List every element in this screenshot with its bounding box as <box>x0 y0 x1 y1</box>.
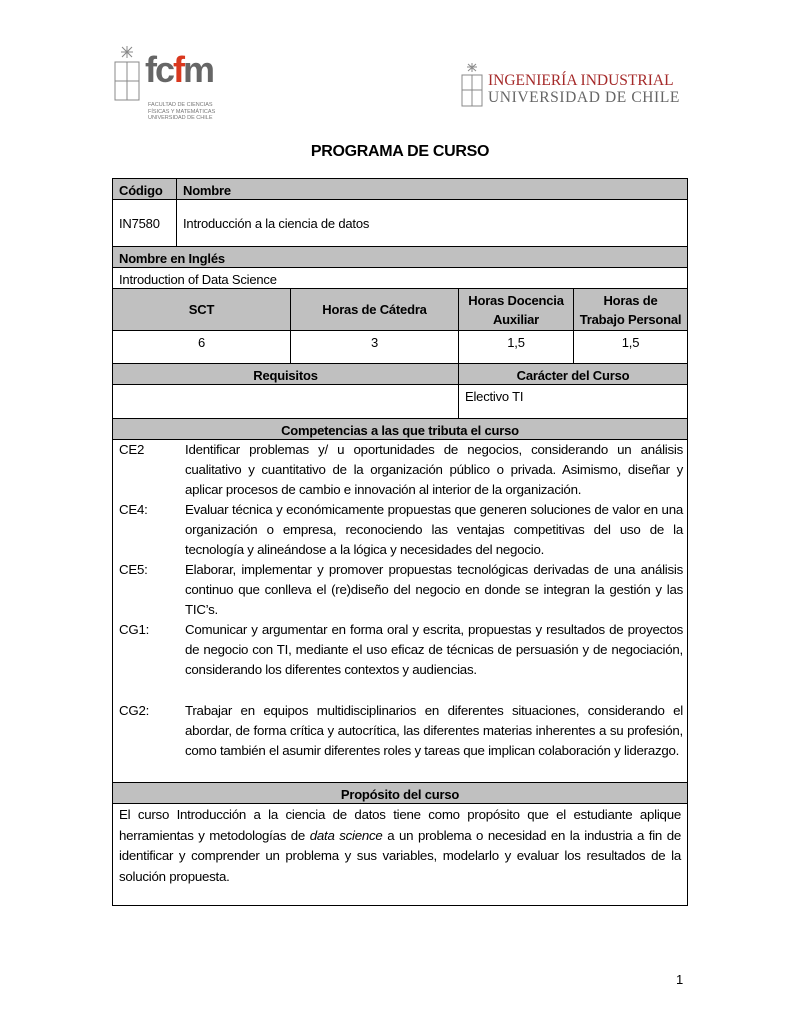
english-name-header: Nombre en Inglés <box>112 246 688 268</box>
university-crest-icon <box>460 62 484 108</box>
page-title: PROGRAMA DE CURSO <box>310 143 490 160</box>
competencia-code: CE5: <box>119 562 148 577</box>
proposito-text <box>112 803 688 906</box>
ingenieria-industrial-logo <box>460 62 680 108</box>
header-line: Horas de <box>603 293 658 308</box>
fcfm-wordmark: fcfm <box>145 49 214 90</box>
codigo-header: Código <box>112 178 177 200</box>
logo-line-2: UNIVERSIDAD DE CHILE <box>488 89 680 106</box>
fcfm-line: FÍSICAS Y MATEMÁTICAS <box>148 108 216 115</box>
requisitos-value <box>112 384 459 419</box>
fcfm-subtitle <box>148 102 215 122</box>
proposito-part: a un problema o necesidad en la industria a fin de identificar y comprender un problema y sus variables, modelarlo y evaluar los resultados de la solución propuesta. <box>119 827 681 884</box>
fcfm-line: UNIVERSIDAD DE CHILE <box>148 115 213 121</box>
competencia-text: Evaluar técnica y económicamente propuestas que generen soluciones de valor en una organización o empresa, reconociendo las ventajas competitivas del uso de la tecnología y alineándose a la lógica y necesidades del negocio. <box>185 502 683 557</box>
sct-value: 6 <box>112 330 291 364</box>
requisitos-header: Requisitos <box>112 363 459 385</box>
header-line: Horas Docencia <box>468 293 564 308</box>
caracter-header: Carácter del Curso <box>458 363 688 385</box>
proposito-part: El curso Introducción a la ciencia de datos tiene como propósito que el estudiante aplique herramientas y metodologías de <box>119 807 681 843</box>
competencias-header: Competencias a las que tributa el curso <box>112 418 688 440</box>
header-line: Auxiliar <box>492 312 540 327</box>
caracter-value: Electivo TI <box>458 384 688 419</box>
catedra-value: 3 <box>290 330 459 364</box>
university-crest-icon <box>112 44 142 104</box>
english-name: Introduction of Data Science <box>112 267 688 289</box>
competencia-code: CE2 <box>119 442 145 457</box>
auxiliar-value: 1,5 <box>458 330 574 364</box>
competencia-code: CG2: <box>119 703 150 718</box>
competencias-list <box>112 439 688 783</box>
proposito-emphasis: data science <box>309 827 383 843</box>
competencia-text: Elaborar, implementar y promover propuestas tecnológicas derivadas de una análisis continuo que conlleva el (re)diseño del negocio en donde se integran la gestión y las TIC’s. <box>185 562 683 617</box>
competencia-text: Comunicar y argumentar en forma oral y escrita, propuestas y resultados de proyectos de negocio con TI, mediante el uso eficaz de técnicas de persuasión y de negociación, considerando los diferentes contextos y audiencias. <box>185 622 683 677</box>
header-line: Trabajo Personal <box>579 312 682 327</box>
sct-header: SCT <box>112 288 291 331</box>
catedra-header: Horas de Cátedra <box>290 288 459 331</box>
fcfm-line: FACULTAD DE CIENCIAS <box>148 102 213 108</box>
logo-line-1: INGENIERÍA INDUSTRIAL <box>488 72 674 89</box>
competencia-code: CE4: <box>119 502 148 517</box>
competencia-text: Trabajar en equipos multidisciplinarios en diferentes situaciones, considerando el abordar, de forma crítica y autocrítica, las diferentes materias inherentes a su profesión, como también el asumir diferentes roles y tareas que implican colaboración y liderazgo. <box>185 703 683 758</box>
nombre-header: Nombre <box>176 178 688 200</box>
personal-value: 1,5 <box>573 330 688 364</box>
competencia-text: Identificar problemas y/ u oportunidades de negocios, considerando un análisis cualitativo y cuantitativo de la organización público o privada. Asimismo, diseñar y aplicar procesos de cambio e innovación al interior de la organización. <box>185 442 683 497</box>
fcfm-logo <box>112 44 232 128</box>
personal-header <box>573 288 688 331</box>
course-code: IN7580 <box>112 199 177 247</box>
course-name: Introducción a la ciencia de datos <box>176 199 688 247</box>
competencia-code: CG1: <box>119 622 150 637</box>
auxiliar-header <box>458 288 574 331</box>
page-number: 1 <box>676 972 684 987</box>
proposito-header: Propósito del curso <box>112 782 688 804</box>
